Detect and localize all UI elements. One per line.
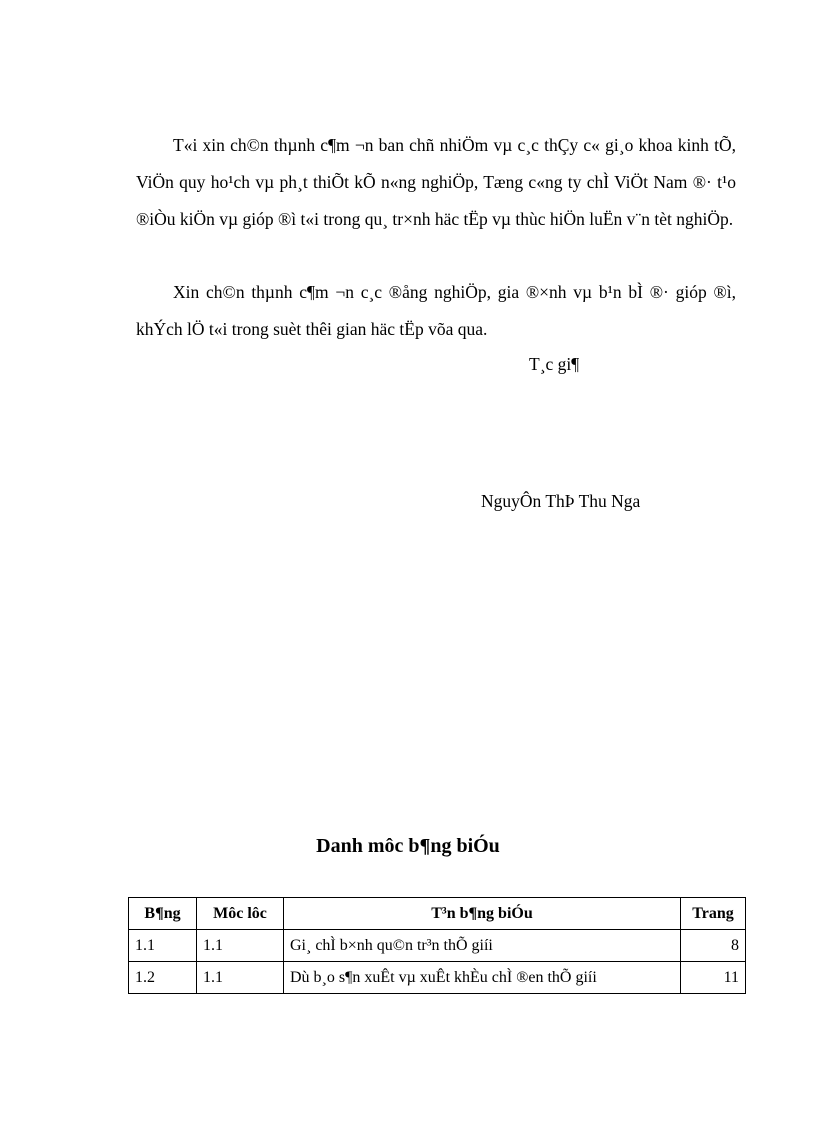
author-label: T¸c gi¶ <box>529 354 580 374</box>
cell-page: 8 <box>681 930 746 962</box>
table-header-row <box>129 898 746 930</box>
table-row <box>129 962 746 994</box>
header-page: Trang <box>681 898 746 930</box>
cell-table-name: Dù b¸o s¶n xuÊt vµ xuÊt khÈu chÌ ®en thÕ giíi <box>284 962 681 994</box>
header-table-name: T³n b¶ng biÓu <box>284 898 681 930</box>
cell-table-number: 1.1 <box>129 930 197 962</box>
cell-page: 11 <box>681 962 746 994</box>
cell-table-name: Gi¸ chÌ b×nh qu©n tr³n thÕ giíi <box>284 930 681 962</box>
cell-section: 1.1 <box>197 962 284 994</box>
cell-section: 1.1 <box>197 930 284 962</box>
table-row <box>129 930 746 962</box>
cell-table-number: 1.2 <box>129 962 197 994</box>
acknowledgement-paragraph-2: Xin ch©n thµnh c¶m ¬n c¸c ®ång nghiÖp, gia ®×nh vµ b¹n bÌ ®· gióp ®ì, khÝch lÖ t«i trong suèt thêi gian häc tËp võa qua. <box>136 282 736 339</box>
acknowledgement-paragraph-1: T«i xin ch©n thµnh c¶m ¬n ban chñ nhiÖm vµ c¸c thÇy c« gi¸o khoa kinh tÕ, ViÖn quy ho¹ch vµ ph¸t thiÕt kÕ n«ng nghiÖp, Tæng c«ng ty chÌ ViÖt Nam ®· t¹o ®iÒu kiÖn vµ gióp ®ì t«i trong qu¸ tr×nh häc tËp vµ thùc hiÖn luËn v¨n tèt nghiÖp. <box>136 135 736 229</box>
table-list-title: Danh môc b¶ng biÓu <box>316 835 500 857</box>
header-table-number: B¶ng <box>129 898 197 930</box>
table-list <box>128 897 746 994</box>
header-section: Môc lôc <box>197 898 284 930</box>
author-name: NguyÔn ThÞ Thu Nga <box>481 491 641 511</box>
